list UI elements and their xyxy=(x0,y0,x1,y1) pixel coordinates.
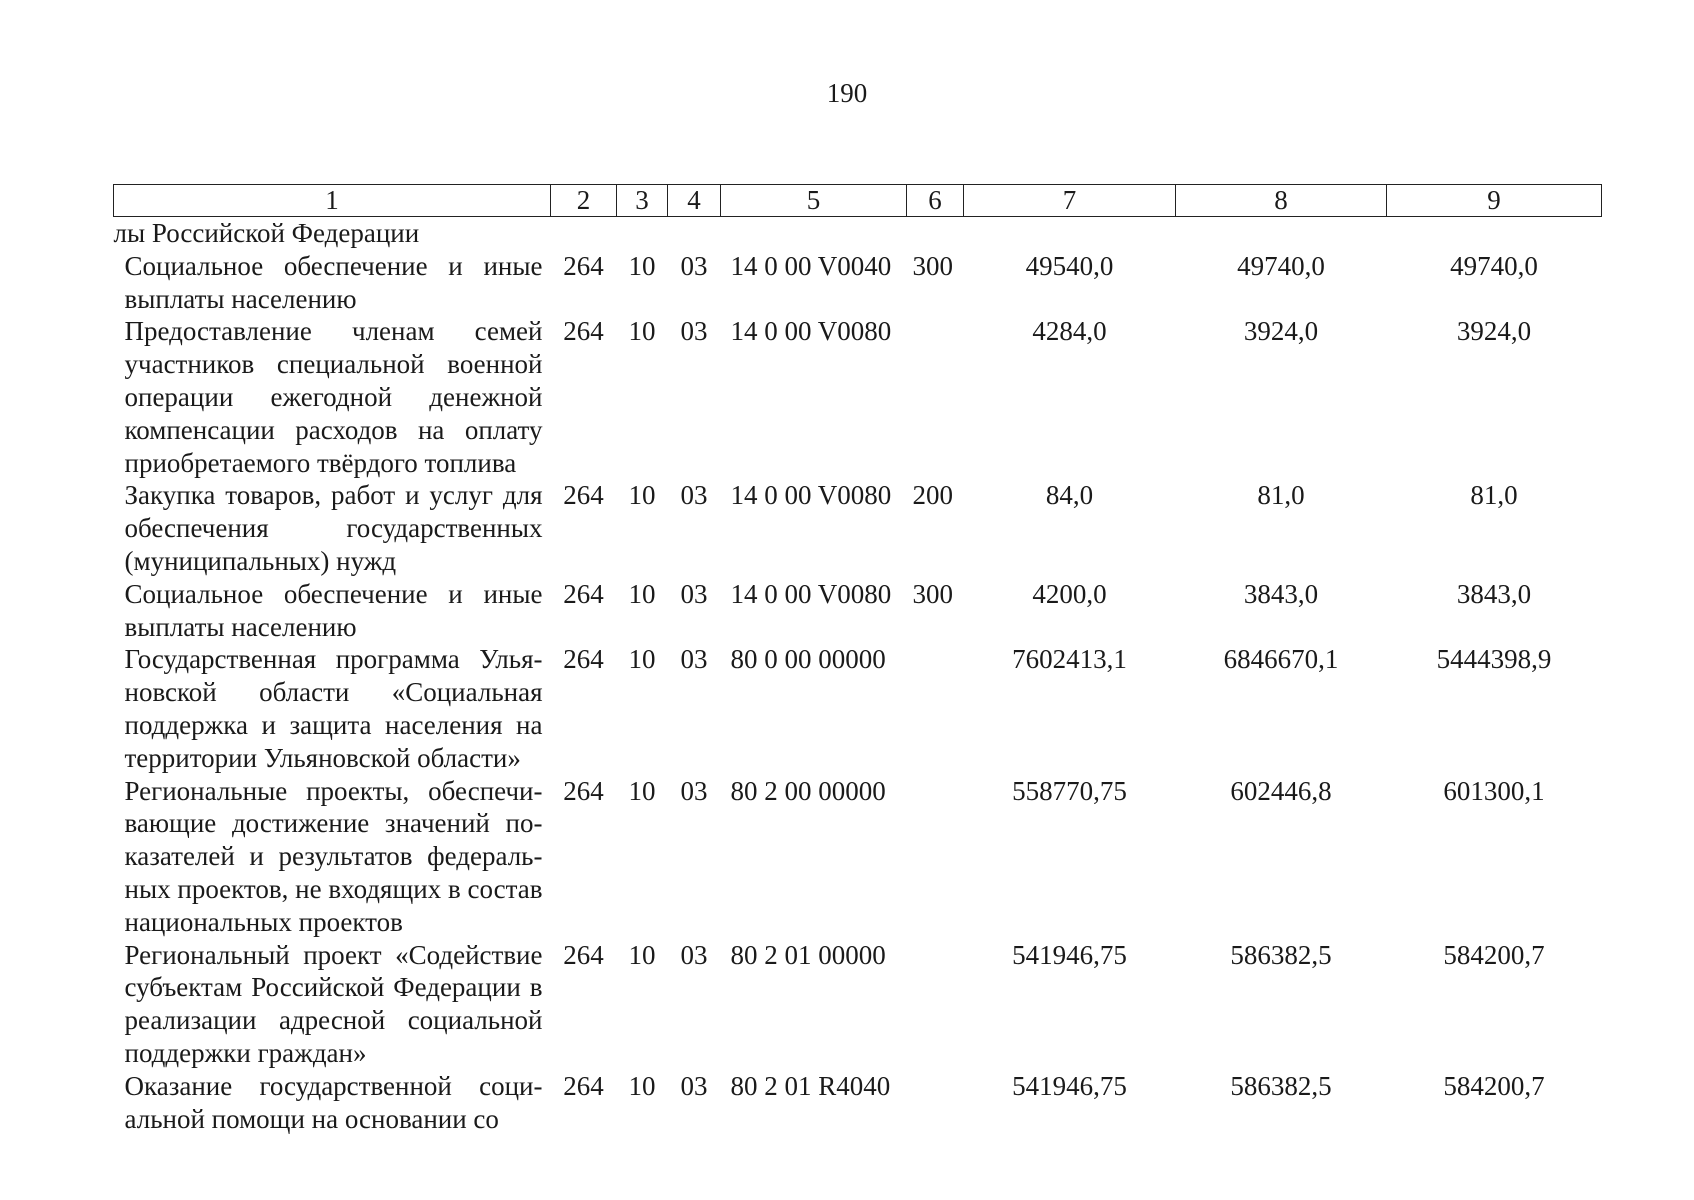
row-amount-col9: 601300,1 xyxy=(1443,775,1545,806)
row-target-article: 80 2 01 00000 xyxy=(730,939,886,970)
column-header-4: 4 xyxy=(668,185,721,217)
table-header-row xyxy=(114,185,1602,217)
row-amount-col7: 558770,75 xyxy=(1012,775,1127,806)
column-header-8: 8 xyxy=(1176,185,1387,217)
table-row xyxy=(114,939,1602,1070)
row-target-article: 14 0 00 V0080 xyxy=(730,316,892,347)
row-target-article: 14 0 00 V0040 xyxy=(730,250,892,281)
row-subsection: 03 xyxy=(680,1070,708,1101)
row-name: Государственная программа Ульяновской области «Социальная поддержка и защита населения на территории Ульяновской области» xyxy=(124,644,543,773)
row-amount-col8: 586382,5 xyxy=(1230,1070,1332,1101)
row-amount-col9: 49740,0 xyxy=(1450,250,1538,281)
row-amount-col7: 84,0 xyxy=(1045,480,1094,511)
row-section: 10 xyxy=(628,1070,656,1101)
column-header-5: 5 xyxy=(721,185,907,217)
row-name: Социальное обеспечение и иные выплаты населению xyxy=(124,578,543,642)
row-amount-col7: 49540,0 xyxy=(1025,250,1114,281)
row-amount-col8: 602446,8 xyxy=(1230,775,1332,806)
row-name: Региональные проекты, обеспечивающие достижение значений показателей и результатов федеральных проектов, не входящих в состав национальных проектов xyxy=(124,775,543,937)
row-target-article: 80 2 00 00000 xyxy=(730,775,886,806)
table-row xyxy=(114,479,1602,577)
row-section: 10 xyxy=(628,939,656,970)
row-admin-code: 264 xyxy=(563,250,604,281)
row-amount-col7: 7602413,1 xyxy=(1012,644,1127,675)
row-expense-type xyxy=(907,1070,964,1136)
row-admin-code: 264 xyxy=(563,1070,604,1101)
row-amount-col8: 81,0 xyxy=(1257,480,1305,511)
row-amount-col8: 586382,5 xyxy=(1230,939,1332,970)
row-name: Региональный проект «Содействие субъектам Российской Федерации в реализации адресной социальной поддержки граждан» xyxy=(124,939,543,1068)
row-expense-type xyxy=(907,643,964,774)
row-section xyxy=(617,217,668,250)
table-row xyxy=(114,578,1602,644)
row-expense-type: 300 xyxy=(912,250,953,281)
row-expense-type xyxy=(907,775,964,939)
row-subsection: 03 xyxy=(680,578,708,609)
row-subsection: 03 xyxy=(680,939,708,970)
row-amount-col7: 4284,0 xyxy=(1032,316,1107,347)
table-row xyxy=(114,315,1602,479)
column-header-3: 3 xyxy=(617,185,668,217)
row-target-article: 14 0 00 V0080 xyxy=(730,578,892,609)
row-expense-type: 200 xyxy=(912,480,953,511)
column-header-9: 9 xyxy=(1387,185,1602,217)
row-amount-col7: 4200,0 xyxy=(1032,578,1107,609)
row-target-article xyxy=(721,217,907,250)
row-section: 10 xyxy=(628,250,656,281)
row-amount-col8 xyxy=(1176,217,1387,250)
row-amount-col8: 49740,0 xyxy=(1237,250,1325,281)
row-name: Социальное обеспечение и иные выплаты населению xyxy=(124,250,543,314)
table-row xyxy=(114,217,1602,250)
table-row xyxy=(114,1070,1602,1136)
row-subsection: 03 xyxy=(680,480,708,511)
column-header-1: 1 xyxy=(114,185,551,217)
column-header-2: 2 xyxy=(551,185,617,217)
table-row xyxy=(114,775,1602,939)
row-admin-code: 264 xyxy=(563,578,604,609)
row-target-article: 80 0 00 00000 xyxy=(730,644,886,675)
row-admin-code: 264 xyxy=(563,939,604,970)
row-amount-col9: 3924,0 xyxy=(1456,316,1532,347)
row-amount-col8: 3843,0 xyxy=(1243,578,1319,609)
table-row xyxy=(114,250,1602,316)
row-name: Закупка товаров, работ и услуг для обеспечения государственных (муниципальных) нужд xyxy=(124,480,543,576)
row-amount-col7: 541946,75 xyxy=(1012,1070,1127,1101)
row-amount-col7: 541946,75 xyxy=(1012,939,1127,970)
page-number: 190 xyxy=(826,78,868,108)
row-subsection: 03 xyxy=(680,775,708,806)
row-admin-code: 264 xyxy=(563,775,604,806)
column-header-7: 7 xyxy=(964,185,1176,217)
row-admin-code xyxy=(551,217,617,250)
row-amount-col8: 3924,0 xyxy=(1243,316,1319,347)
row-amount-col7 xyxy=(964,217,1176,250)
row-admin-code: 264 xyxy=(563,316,604,347)
row-section: 10 xyxy=(628,644,656,675)
row-name: Предоставление членам семей участников специальной военной операции ежегодной денежной компенсации расходов на оплату приобретаемого твёрдого топлива xyxy=(124,316,543,478)
row-amount-col9: 584200,7 xyxy=(1443,1070,1545,1101)
row-subsection xyxy=(668,217,721,250)
row-section: 10 xyxy=(628,775,656,806)
row-amount-col9: 81,0 xyxy=(1470,480,1518,511)
row-expense-type xyxy=(907,315,964,479)
row-expense-type: 300 xyxy=(912,578,953,609)
row-admin-code: 264 xyxy=(563,480,604,511)
row-section: 10 xyxy=(628,316,656,347)
row-section: 10 xyxy=(628,480,656,511)
row-name: Оказание государственной социальной помощи на основании со xyxy=(124,1070,543,1134)
row-amount-col9: 3843,0 xyxy=(1456,578,1532,609)
row-subsection: 03 xyxy=(680,644,708,675)
row-target-article: 14 0 00 V0080 xyxy=(730,480,892,511)
row-section: 10 xyxy=(628,578,656,609)
row-amount-col8: 6846670,1 xyxy=(1223,644,1339,675)
column-header-6: 6 xyxy=(907,185,964,217)
row-name: лы Российской Федерации xyxy=(113,218,420,248)
row-subsection: 03 xyxy=(680,316,708,347)
row-subsection: 03 xyxy=(680,250,708,281)
row-amount-col9: 584200,7 xyxy=(1443,939,1545,970)
row-amount-col9: 5444398,9 xyxy=(1436,644,1552,675)
row-expense-type xyxy=(907,217,964,250)
row-expense-type xyxy=(907,939,964,1070)
row-admin-code: 264 xyxy=(563,644,604,675)
table-row xyxy=(114,643,1602,774)
row-amount-col9 xyxy=(1387,217,1602,250)
row-target-article: 80 2 01 R4040 xyxy=(730,1070,891,1101)
budget-table xyxy=(113,184,1602,1135)
